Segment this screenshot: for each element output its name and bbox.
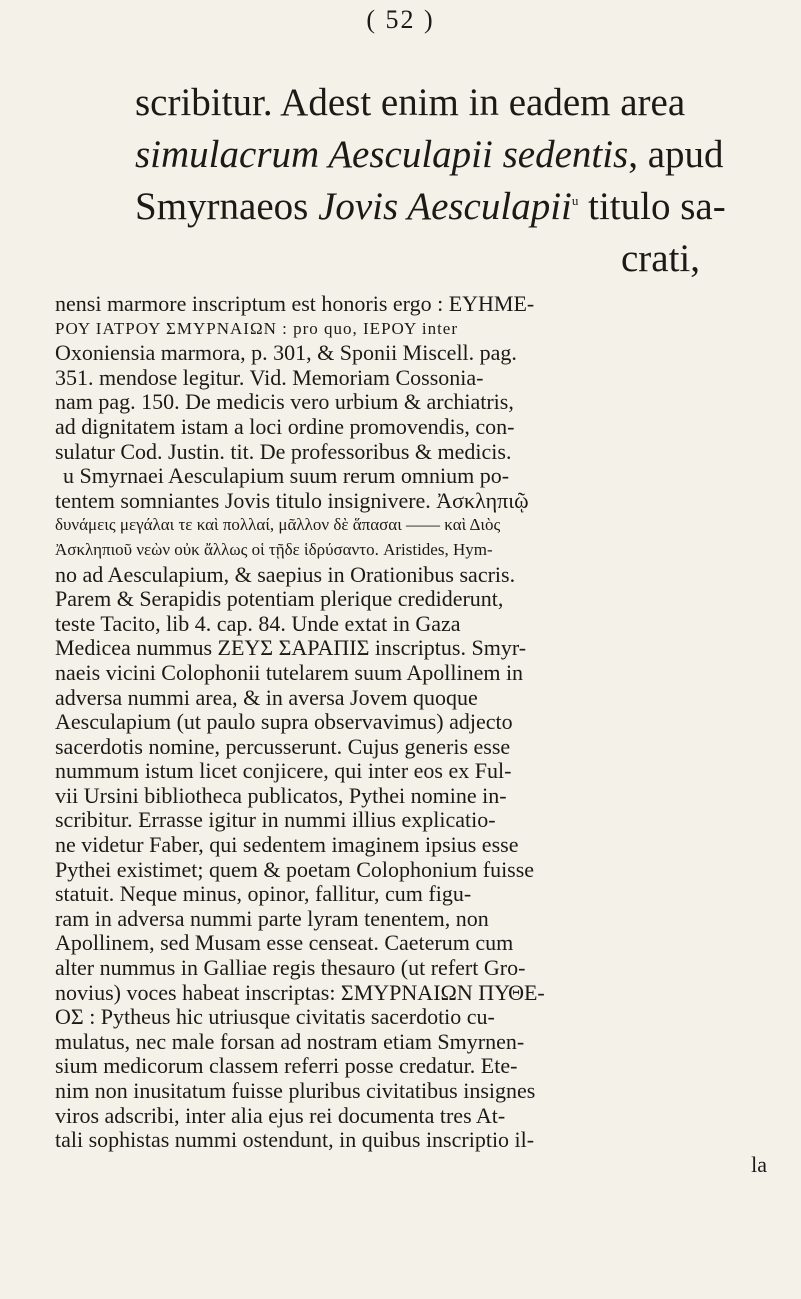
page-number: ( 52 )	[366, 5, 435, 34]
text-line: ne videtur Faber, qui sedentem imaginem ipsius esse	[55, 832, 519, 858]
text-line: alter nummus in Galliae regis thesauro (ut refert Gro-	[55, 955, 526, 981]
text-line: ΡΟΥ ΙΑΤΡΟΥ ΣΜΥΡΝΑΙΩΝ : pro quo, ΙΕΡΟΥ inter	[55, 318, 458, 338]
text-line: ΟΣ : Pytheus hic utriusque civitatis sacerdotio cu-	[55, 1004, 495, 1030]
text-line: scribitur. Errasse igitur in nummi illius explicatio-	[55, 807, 496, 833]
greek-quote-line: δυνάμεις μεγάλαι τε καὶ πολλαί, μᾶλλον δὲ ἅπασαι —— καὶ Διὸς	[55, 515, 501, 535]
text-line: vii Ursini bibliotheca publicatos, Pythei nomine in-	[55, 782, 507, 808]
text-line: Pythei existimet; quem & poetam Colophonium fuisse	[55, 856, 535, 882]
greek-quote-line: Ἀσκληπιοῦ νεὼν οὐκ ἄλλως οἱ τῇδε ἱδρύσαντο. Aristides, Hym-	[55, 539, 493, 559]
text-line: adversa nummi area, & in aversa Jovem quoque	[55, 684, 478, 710]
footnote-marker: u	[571, 193, 579, 208]
text-line: teste Tacito, lib 4. cap. 84. Unde extat in Gaza	[55, 610, 461, 636]
heading-line-1: scribitur. Adest enim in eadem area	[135, 81, 686, 124]
text-line: nensi marmore inscriptum est honoris ergo : ΕΥΗΜΕ-	[55, 291, 535, 316]
text-line: ad dignitatem istam a loci ordine promovendis, con-	[55, 413, 515, 439]
text-line: tentem somniantes Jovis titulo insignivere. Ἀσκληπιῷ	[55, 487, 529, 513]
text-line: naeis vicini Colophonii tutelarem suum Apollinem in	[55, 659, 524, 685]
text-line: no ad Aesculapium, & saepius in Orationibus sacris.	[55, 561, 516, 587]
heading-line-2: simulacrum Aesculapii sedentis, apud	[135, 133, 724, 176]
text-line: viros adscribi, inter alia ejus rei documenta tres At-	[55, 1102, 506, 1128]
text-line: Medicea nummus ΖΕΥΣ ΣΑΡΑΠΙΣ inscriptus. Smyr-	[55, 635, 527, 661]
body-text	[55, 292, 767, 1177]
text-line: Apollinem, sed Musam esse censeat. Caeterum cum	[55, 930, 514, 956]
text-line: 351. mendose legitur. Vid. Memoriam Cossonia-	[55, 364, 484, 390]
text-line: mulatus, nec male forsan ad nostram etiam Smyrnen-	[55, 1028, 525, 1054]
text-line: sacerdotis nomine, percusserunt. Cujus generis esse	[55, 733, 511, 759]
text-line: sium medicorum classem referri posse credatur. Ete-	[55, 1053, 518, 1079]
text-line: Aesculapium (ut paulo supra observavimus) adjecto	[55, 709, 513, 735]
text-line: tali sophistas nummi ostendunt, in quibus inscriptio il-	[55, 1127, 535, 1153]
heading-line-3: Smyrnaeos Jovis Aesculapii$^u$ titulo sa-	[135, 185, 726, 228]
text-line: statuit. Neque minus, opinor, fallitur, cum figu-	[55, 881, 472, 907]
text-line: nummum istum licet conjicere, qui inter eos ex Ful-	[55, 758, 512, 784]
text-line: nim non inusitatum fuisse pluribus civitatibus insignes	[55, 1078, 536, 1103]
text-line: sulatur Cod. Justin. tit. De professoribus & medicis.	[55, 438, 512, 464]
text-line: Parem & Serapidis potentiam plerique crediderunt,	[55, 586, 504, 612]
text-line: novius) voces habeat inscriptas: ΣΜΥΡΝΑΙΩΝ ΠΥΘΕ-	[55, 979, 545, 1005]
footnote-text-line: u Smyrnaei Aesculapium suum rerum omnium po-	[63, 463, 510, 489]
text-line: Oxoniensia marmora, p. 301, & Sponii Miscell. pag.	[55, 340, 517, 366]
catchword: la	[751, 1151, 767, 1177]
text-line: nam pag. 150. De medicis vero urbium & archiatris,	[55, 389, 514, 415]
text-line: ram in adversa nummi parte lyram tenentem, non	[55, 905, 489, 931]
heading-line-4: crati,	[620, 237, 700, 280]
